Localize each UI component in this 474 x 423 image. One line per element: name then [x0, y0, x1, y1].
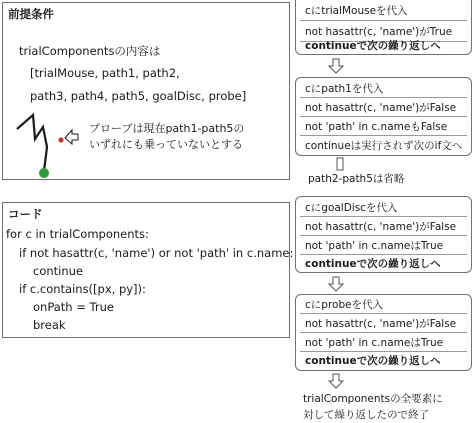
flow-step-probe	[295, 294, 472, 371]
skip-note: path2-path5は省略	[308, 173, 405, 185]
probe-note-line-1: プローブは現在path1-path5の	[89, 122, 245, 135]
flow-arrow-3	[328, 276, 344, 292]
flow-step-trialmouse	[295, 0, 472, 55]
step1-result: continueで次の繰り返しへ	[305, 40, 441, 52]
goal-dot	[39, 168, 49, 178]
flow-step-path1	[295, 77, 472, 156]
step2-result: continueは実行されず次のif文へ	[305, 140, 463, 152]
step4-check-path: not 'path' in c.nameはTrue	[305, 337, 444, 349]
step1-assign: cにtrialMouseを代入	[305, 5, 408, 17]
step3-check-hasattr: not hasattr(c, 'name')がFalse	[305, 221, 457, 233]
flow-step-goaldisc	[295, 196, 472, 273]
code-line-onpath: onPath = True	[33, 300, 114, 314]
step2-check-path: not 'path' in c.nameもFalse	[305, 121, 448, 133]
premise-description: trialComponentsの内容は	[19, 44, 161, 58]
code-line-if-not: if not hasattr(c, 'name') or not 'path' in c.name:	[19, 246, 294, 260]
probe-note-line-2: いずれにも乗っていないとする	[89, 138, 243, 151]
flow-arrow-2	[336, 157, 346, 171]
step2-assign: cにpath1を代入	[305, 83, 384, 95]
step4-assign: cにprobeを代入	[305, 299, 384, 311]
premise-title: 前提条件	[8, 7, 54, 21]
step3-assign: cにgoalDiscを代入	[305, 202, 398, 214]
end-note-line-2: 対して繰り返したので終了	[303, 409, 429, 421]
flow-arrow-4	[328, 373, 344, 389]
code-line-for: for c in trialComponents:	[6, 227, 149, 241]
cursor-arrow-icon	[65, 130, 78, 144]
premise-list-line-1: [trialMouse, path1, path2,	[30, 66, 180, 80]
step1-check: not hasattr(c, 'name')がTrue	[305, 26, 453, 38]
probe-dot	[58, 137, 63, 142]
code-panel	[2, 202, 294, 338]
step4-result: continueで次の繰り返しへ	[305, 355, 441, 367]
step2-check-hasattr: not hasattr(c, 'name')がFalse	[305, 102, 457, 114]
step3-check-path: not 'path' in c.nameはTrue	[305, 240, 444, 252]
flow-arrow-1	[328, 58, 344, 74]
premise-list-line-2: path3, path4, path5, goalDisc, probe]	[30, 89, 247, 103]
code-title: コード	[8, 207, 43, 221]
code-line-if-contains: if c.contains([px, py]):	[19, 282, 146, 296]
premise-panel	[2, 2, 290, 180]
step3-result: continueで次の繰り返しへ	[305, 258, 441, 270]
probe-illustration	[57, 123, 87, 153]
code-line-continue: continue	[33, 264, 84, 278]
code-line-break: break	[33, 318, 66, 332]
path-line	[17, 115, 47, 171]
step4-check-hasattr: not hasattr(c, 'name')がFalse	[305, 318, 457, 330]
end-note-line-1: trialComponentsの全要素に	[303, 393, 443, 405]
